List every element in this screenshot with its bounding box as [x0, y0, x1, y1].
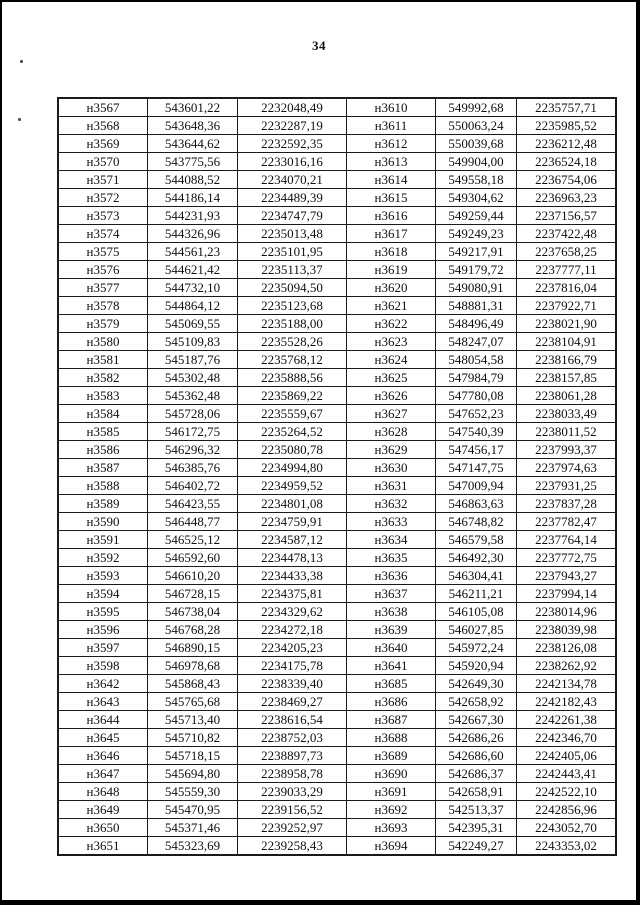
table-row	[58, 423, 616, 441]
table-row	[58, 549, 616, 567]
table-cell: 2238958,78	[238, 765, 347, 783]
table-cell: н3578	[58, 297, 148, 315]
table-cell: 544231,93	[148, 207, 238, 225]
table-cell: 2232592,35	[238, 135, 347, 153]
table-cell: 2239033,29	[238, 783, 347, 801]
scan-artifact-dot	[20, 60, 23, 63]
table-cell: 546890,15	[148, 639, 238, 657]
table-cell: 546211,21	[436, 585, 517, 603]
table-cell: 2234959,52	[238, 477, 347, 495]
table-cell: 2235101,95	[238, 243, 347, 261]
table-cell: 545362,48	[148, 387, 238, 405]
table-cell: н3643	[58, 693, 148, 711]
table-cell: 2235985,52	[517, 117, 617, 135]
table-cell: н3640	[347, 639, 436, 657]
table-row	[58, 98, 616, 117]
table-cell: н3635	[347, 549, 436, 567]
coordinate-table-body	[58, 98, 616, 855]
table-cell: 546448,77	[148, 513, 238, 531]
table-cell: 545765,68	[148, 693, 238, 711]
table-cell: 545710,82	[148, 729, 238, 747]
table-cell: 546579,58	[436, 531, 517, 549]
table-cell: 550063,24	[436, 117, 517, 135]
table-cell: 543644,62	[148, 135, 238, 153]
table-cell: 546296,32	[148, 441, 238, 459]
table-cell: 2236524,18	[517, 153, 617, 171]
table-cell: н3579	[58, 315, 148, 333]
table-row	[58, 621, 616, 639]
table-cell: н3645	[58, 729, 148, 747]
table-cell: 2234489,39	[238, 189, 347, 207]
table-cell: 2238104,91	[517, 333, 617, 351]
table-cell: 2236212,48	[517, 135, 617, 153]
table-cell: н3691	[347, 783, 436, 801]
table-row	[58, 207, 616, 225]
table-cell: 549179,72	[436, 261, 517, 279]
table-cell: 546863,63	[436, 495, 517, 513]
table-cell: н3585	[58, 423, 148, 441]
table-cell: н3622	[347, 315, 436, 333]
table-cell: 2235094,50	[238, 279, 347, 297]
table-cell: 545920,94	[436, 657, 517, 675]
table-cell: 2238616,54	[238, 711, 347, 729]
table-cell: н3598	[58, 657, 148, 675]
table-cell: 545069,55	[148, 315, 238, 333]
table-cell: н3689	[347, 747, 436, 765]
table-cell: 2242182,43	[517, 693, 617, 711]
table-cell: 546423,55	[148, 495, 238, 513]
table-cell: 545972,24	[436, 639, 517, 657]
table-cell: 547009,94	[436, 477, 517, 495]
table-row	[58, 531, 616, 549]
table-cell: 2242261,38	[517, 711, 617, 729]
table-row	[58, 405, 616, 423]
table-cell: н3584	[58, 405, 148, 423]
table-cell: 2238166,79	[517, 351, 617, 369]
table-cell: н3615	[347, 189, 436, 207]
table-cell: 546610,20	[148, 567, 238, 585]
table-cell: 2235888,56	[238, 369, 347, 387]
table-cell: 544621,42	[148, 261, 238, 279]
table-row	[58, 819, 616, 837]
table-cell: 2234329,62	[238, 603, 347, 621]
table-cell: н3690	[347, 765, 436, 783]
table-cell: 2235768,12	[238, 351, 347, 369]
table-cell: н3647	[58, 765, 148, 783]
table-cell: 545718,15	[148, 747, 238, 765]
table-cell: 546592,60	[148, 549, 238, 567]
table-row	[58, 171, 616, 189]
table-cell: н3625	[347, 369, 436, 387]
table-cell: н3596	[58, 621, 148, 639]
coordinate-table	[57, 97, 617, 856]
table-cell: 542658,92	[436, 693, 517, 711]
table-cell: 2242443,41	[517, 765, 617, 783]
table-cell: н3621	[347, 297, 436, 315]
table-cell: 2234478,13	[238, 549, 347, 567]
table-cell: 2234747,79	[238, 207, 347, 225]
table-cell: н3644	[58, 711, 148, 729]
table-cell: н3632	[347, 495, 436, 513]
table-cell: н3593	[58, 567, 148, 585]
table-cell: н3617	[347, 225, 436, 243]
table-cell: 546172,75	[148, 423, 238, 441]
table-cell: 2239252,97	[238, 819, 347, 837]
table-cell: 2237837,28	[517, 495, 617, 513]
table-cell: 546027,85	[436, 621, 517, 639]
table-cell: н3589	[58, 495, 148, 513]
table-cell: 2232287,19	[238, 117, 347, 135]
table-cell: н3576	[58, 261, 148, 279]
table-cell: 2237772,75	[517, 549, 617, 567]
table-cell: н3580	[58, 333, 148, 351]
table-cell: н3626	[347, 387, 436, 405]
table-cell: 2234994,80	[238, 459, 347, 477]
table-cell: 2237922,71	[517, 297, 617, 315]
table-cell: н3650	[58, 819, 148, 837]
table-cell: 2232048,49	[238, 98, 347, 117]
table-cell: 2237816,04	[517, 279, 617, 297]
table-cell: н3583	[58, 387, 148, 405]
table-cell: 2238033,49	[517, 405, 617, 423]
table-cell: н3685	[347, 675, 436, 693]
table-row	[58, 225, 616, 243]
table-row	[58, 477, 616, 495]
table-cell: 2236963,23	[517, 189, 617, 207]
table-cell: 546385,76	[148, 459, 238, 477]
table-cell: 542249,27	[436, 837, 517, 856]
table-cell: 2235080,78	[238, 441, 347, 459]
table-cell: 2237777,11	[517, 261, 617, 279]
table-row	[58, 459, 616, 477]
table-cell: 545470,95	[148, 801, 238, 819]
table-row	[58, 441, 616, 459]
table-cell: н3618	[347, 243, 436, 261]
table-cell: н3590	[58, 513, 148, 531]
table-row	[58, 387, 616, 405]
table-cell: 546728,15	[148, 585, 238, 603]
table-cell: 549217,91	[436, 243, 517, 261]
table-cell: 2234587,12	[238, 531, 347, 549]
table-cell: н3573	[58, 207, 148, 225]
table-cell: 542686,60	[436, 747, 517, 765]
table-cell: н3597	[58, 639, 148, 657]
table-cell: 545302,48	[148, 369, 238, 387]
table-cell: н3693	[347, 819, 436, 837]
table-cell: н3595	[58, 603, 148, 621]
table-cell: н3612	[347, 135, 436, 153]
table-row	[58, 585, 616, 603]
table-cell: 2234070,21	[238, 171, 347, 189]
table-cell: н3574	[58, 225, 148, 243]
table-cell: 2233016,16	[238, 153, 347, 171]
table-cell: 546978,68	[148, 657, 238, 675]
table-cell: 2235188,00	[238, 315, 347, 333]
table-row	[58, 603, 616, 621]
table-cell: н3688	[347, 729, 436, 747]
table-cell: 2234801,08	[238, 495, 347, 513]
table-cell: 542395,31	[436, 819, 517, 837]
table-cell: 549558,18	[436, 171, 517, 189]
table-cell: 545728,06	[148, 405, 238, 423]
table-row	[58, 369, 616, 387]
table-cell: н3623	[347, 333, 436, 351]
table-row	[58, 279, 616, 297]
table-cell: н3567	[58, 98, 148, 117]
table-cell: 2238011,52	[517, 423, 617, 441]
table-cell: 2238021,90	[517, 315, 617, 333]
table-cell: 543775,56	[148, 153, 238, 171]
table-cell: 2235113,37	[238, 261, 347, 279]
table-cell: н3577	[58, 279, 148, 297]
table-cell: 548496,49	[436, 315, 517, 333]
table-cell: 2243052,70	[517, 819, 617, 837]
table-cell: 542513,37	[436, 801, 517, 819]
table-cell: 2237931,25	[517, 477, 617, 495]
table-cell: 549080,91	[436, 279, 517, 297]
table-cell: н3687	[347, 711, 436, 729]
table-cell: 544561,23	[148, 243, 238, 261]
table-cell: н3651	[58, 837, 148, 856]
table-cell: н3587	[58, 459, 148, 477]
table-cell: 544732,10	[148, 279, 238, 297]
table-cell: 547456,17	[436, 441, 517, 459]
table-cell: 2238061,28	[517, 387, 617, 405]
table-cell: н3642	[58, 675, 148, 693]
table-cell: н3575	[58, 243, 148, 261]
table-cell: н3613	[347, 153, 436, 171]
table-cell: 2237974,63	[517, 459, 617, 477]
table-cell: н3638	[347, 603, 436, 621]
table-cell: 2238897,73	[238, 747, 347, 765]
table-cell: н3582	[58, 369, 148, 387]
table-row	[58, 675, 616, 693]
table-cell: 2235757,71	[517, 98, 617, 117]
table-cell: н3627	[347, 405, 436, 423]
table-cell: н3629	[347, 441, 436, 459]
table-cell: н3588	[58, 477, 148, 495]
table-cell: 545371,46	[148, 819, 238, 837]
table-cell: н3591	[58, 531, 148, 549]
table-cell: 542686,26	[436, 729, 517, 747]
table-cell: н3628	[347, 423, 436, 441]
table-cell: н3630	[347, 459, 436, 477]
table-cell: 547147,75	[436, 459, 517, 477]
table-cell: н3568	[58, 117, 148, 135]
table-cell: н3694	[347, 837, 436, 856]
table-cell: 2242522,10	[517, 783, 617, 801]
table-row	[58, 333, 616, 351]
table-cell: н3634	[347, 531, 436, 549]
table-row	[58, 351, 616, 369]
table-cell: 2238469,27	[238, 693, 347, 711]
table-cell: 544088,52	[148, 171, 238, 189]
table-cell: н3620	[347, 279, 436, 297]
table-cell: 549904,00	[436, 153, 517, 171]
table-cell: 542667,30	[436, 711, 517, 729]
table-cell: 545187,76	[148, 351, 238, 369]
table-cell: 2238339,40	[238, 675, 347, 693]
table-cell: н3610	[347, 98, 436, 117]
table-row	[58, 657, 616, 675]
table-cell: 2242134,78	[517, 675, 617, 693]
table-cell: 544186,14	[148, 189, 238, 207]
table-cell: 2238014,96	[517, 603, 617, 621]
table-cell: н3692	[347, 801, 436, 819]
table-cell: 2234375,81	[238, 585, 347, 603]
table-cell: 2237156,57	[517, 207, 617, 225]
table-row	[58, 243, 616, 261]
table-cell: 545323,69	[148, 837, 238, 856]
table-row	[58, 297, 616, 315]
table-cell: н3570	[58, 153, 148, 171]
table-row	[58, 261, 616, 279]
table-cell: н3648	[58, 783, 148, 801]
table-row	[58, 765, 616, 783]
table-cell: 2238039,98	[517, 621, 617, 639]
table-cell: 544864,12	[148, 297, 238, 315]
table-cell: 546402,72	[148, 477, 238, 495]
table-cell: н3586	[58, 441, 148, 459]
table-cell: 546768,28	[148, 621, 238, 639]
table-cell: 2234433,38	[238, 567, 347, 585]
table-cell: 546738,04	[148, 603, 238, 621]
table-row	[58, 135, 616, 153]
table-cell: н3581	[58, 351, 148, 369]
table-cell: 2234272,18	[238, 621, 347, 639]
table-cell: 545713,40	[148, 711, 238, 729]
table-cell: н3616	[347, 207, 436, 225]
table-row	[58, 315, 616, 333]
table-cell: 2237782,47	[517, 513, 617, 531]
table-cell: 549249,23	[436, 225, 517, 243]
table-cell: 543648,36	[148, 117, 238, 135]
table-cell: 546105,08	[436, 603, 517, 621]
table-cell: 543601,22	[148, 98, 238, 117]
table-cell: 2242405,06	[517, 747, 617, 765]
table-cell: 546525,12	[148, 531, 238, 549]
table-cell: н3636	[347, 567, 436, 585]
table-cell: 2238126,08	[517, 639, 617, 657]
table-cell: 2237943,27	[517, 567, 617, 585]
table-cell: н3646	[58, 747, 148, 765]
table-cell: 2242346,70	[517, 729, 617, 747]
table-cell: 548054,58	[436, 351, 517, 369]
table-cell: 2234175,78	[238, 657, 347, 675]
table-cell: 548247,07	[436, 333, 517, 351]
table-cell: 2238752,03	[238, 729, 347, 747]
table-cell: 549304,62	[436, 189, 517, 207]
table-cell: н3637	[347, 585, 436, 603]
table-cell: 546492,30	[436, 549, 517, 567]
scan-artifact-dot	[18, 118, 21, 121]
table-cell: 2237994,14	[517, 585, 617, 603]
table-cell: н3572	[58, 189, 148, 207]
table-cell: 2243353,02	[517, 837, 617, 856]
table-cell: 548881,31	[436, 297, 517, 315]
table-row	[58, 639, 616, 657]
table-cell: н3619	[347, 261, 436, 279]
table-cell: 2237764,14	[517, 531, 617, 549]
table-cell: 545109,83	[148, 333, 238, 351]
table-cell: 2242856,96	[517, 801, 617, 819]
table-cell: н3611	[347, 117, 436, 135]
table-row	[58, 513, 616, 531]
table-cell: н3571	[58, 171, 148, 189]
table-cell: 2239156,52	[238, 801, 347, 819]
table-row	[58, 837, 616, 856]
table-cell: 545694,80	[148, 765, 238, 783]
table-row	[58, 189, 616, 207]
table-cell: 547540,39	[436, 423, 517, 441]
table-cell: 549992,68	[436, 98, 517, 117]
table-cell: 546304,41	[436, 567, 517, 585]
table-cell: 2237422,48	[517, 225, 617, 243]
table-cell: 549259,44	[436, 207, 517, 225]
table-cell: 2235528,26	[238, 333, 347, 351]
table-cell: 547652,23	[436, 405, 517, 423]
table-row	[58, 117, 616, 135]
table-row	[58, 153, 616, 171]
table-cell: н3569	[58, 135, 148, 153]
table-cell: н3624	[347, 351, 436, 369]
table-cell: 542658,91	[436, 783, 517, 801]
table-cell: 2237993,37	[517, 441, 617, 459]
table-cell: 2234205,23	[238, 639, 347, 657]
table-cell: 550039,68	[436, 135, 517, 153]
table-row	[58, 801, 616, 819]
table-cell: н3649	[58, 801, 148, 819]
table-cell: 2239258,43	[238, 837, 347, 856]
table-cell: 2236754,06	[517, 171, 617, 189]
table-cell: 547780,08	[436, 387, 517, 405]
table-cell: 2235123,68	[238, 297, 347, 315]
table-cell: 2235559,67	[238, 405, 347, 423]
table-row	[58, 711, 616, 729]
table-row	[58, 729, 616, 747]
table-cell: н3631	[347, 477, 436, 495]
table-cell: н3639	[347, 621, 436, 639]
table-cell: 542686,37	[436, 765, 517, 783]
table-row	[58, 693, 616, 711]
table-cell: 2235264,52	[238, 423, 347, 441]
table-cell: 544326,96	[148, 225, 238, 243]
table-cell: 547984,79	[436, 369, 517, 387]
table-cell: 2235013,48	[238, 225, 347, 243]
table-cell: н3641	[347, 657, 436, 675]
table-cell: 2235869,22	[238, 387, 347, 405]
table-cell: 2238262,92	[517, 657, 617, 675]
table-row	[58, 495, 616, 513]
table-cell: 546748,82	[436, 513, 517, 531]
table-cell: 545868,43	[148, 675, 238, 693]
table-row	[58, 783, 616, 801]
table-cell: н3614	[347, 171, 436, 189]
table-cell: 2237658,25	[517, 243, 617, 261]
table-cell: н3686	[347, 693, 436, 711]
table-cell: 545559,30	[148, 783, 238, 801]
table-cell: н3633	[347, 513, 436, 531]
table-cell: н3594	[58, 585, 148, 603]
table-cell: 2238157,85	[517, 369, 617, 387]
table-cell: н3592	[58, 549, 148, 567]
table-cell: 2234759,91	[238, 513, 347, 531]
table-cell: 542649,30	[436, 675, 517, 693]
table-row	[58, 747, 616, 765]
table-row	[58, 567, 616, 585]
page-number: 34	[312, 38, 326, 53]
